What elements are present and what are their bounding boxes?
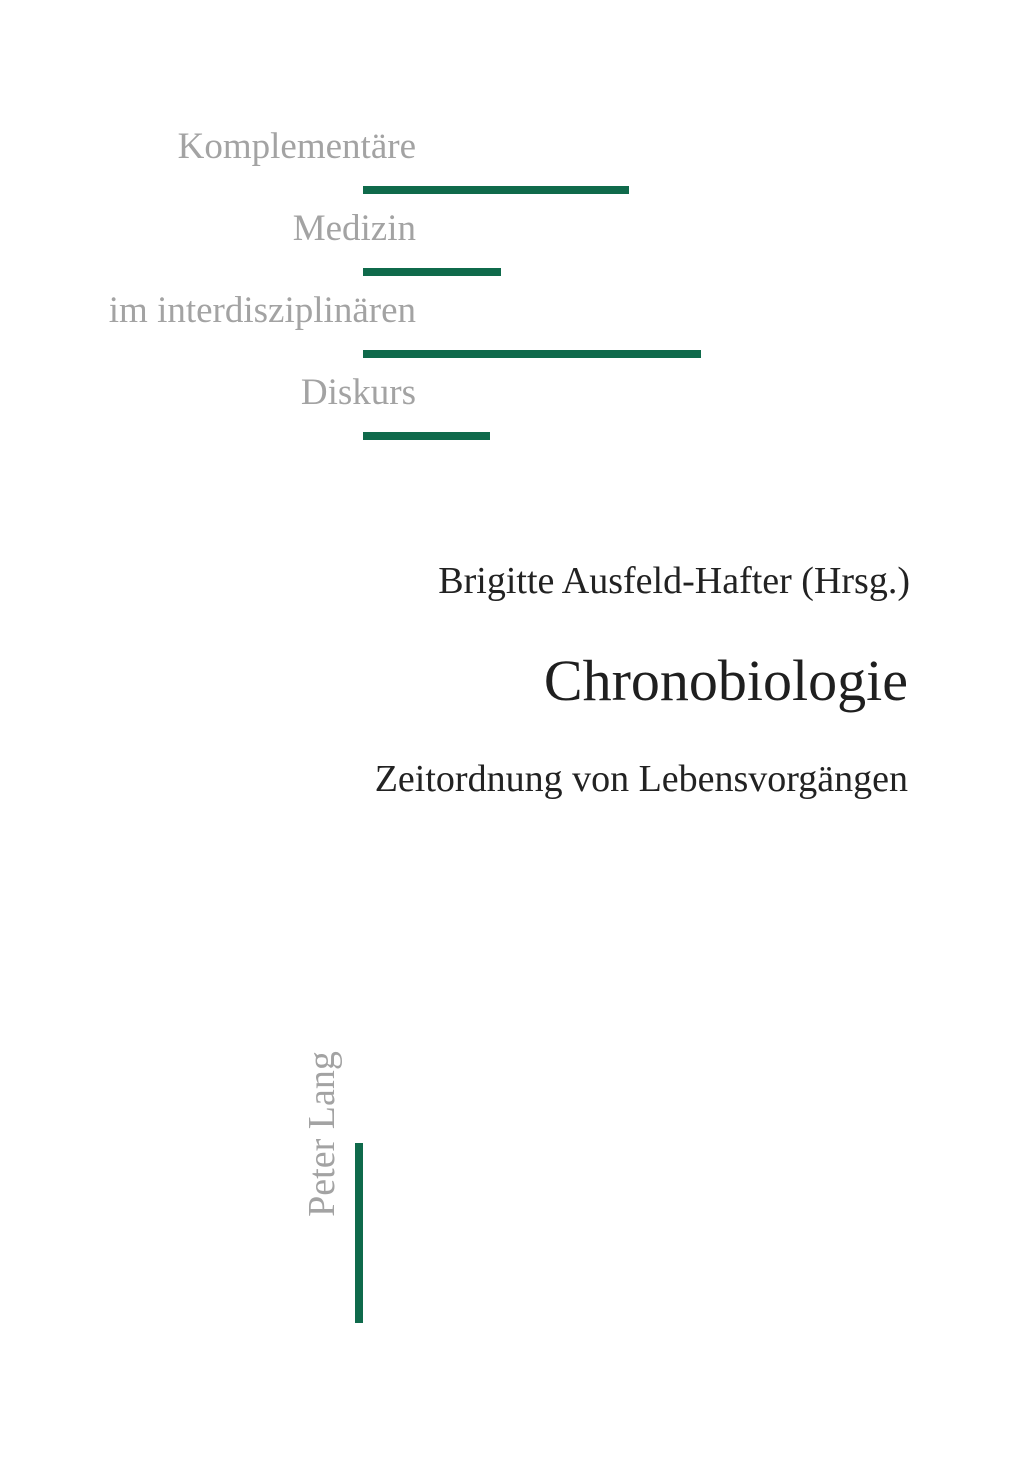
book-subtitle: Zeitordnung von Lebensvorgängen xyxy=(374,758,908,800)
series-rule-3 xyxy=(363,350,701,358)
publisher-name: Peter Lang xyxy=(301,1051,343,1217)
series-line-4: Diskurs xyxy=(300,372,416,413)
series-line-1: Komplementäre xyxy=(177,126,416,167)
book-editor: Brigitte Ausfeld-Hafter (Hrsg.) xyxy=(438,560,910,602)
publisher-rule xyxy=(355,1143,363,1323)
series-rule-4 xyxy=(363,432,490,440)
series-rule-2 xyxy=(363,268,501,276)
series-line-2: Medizin xyxy=(292,208,416,249)
series-line-3: im interdisziplinären xyxy=(108,290,416,331)
series-rule-1 xyxy=(363,186,629,194)
book-title: Chronobiologie xyxy=(543,648,908,713)
